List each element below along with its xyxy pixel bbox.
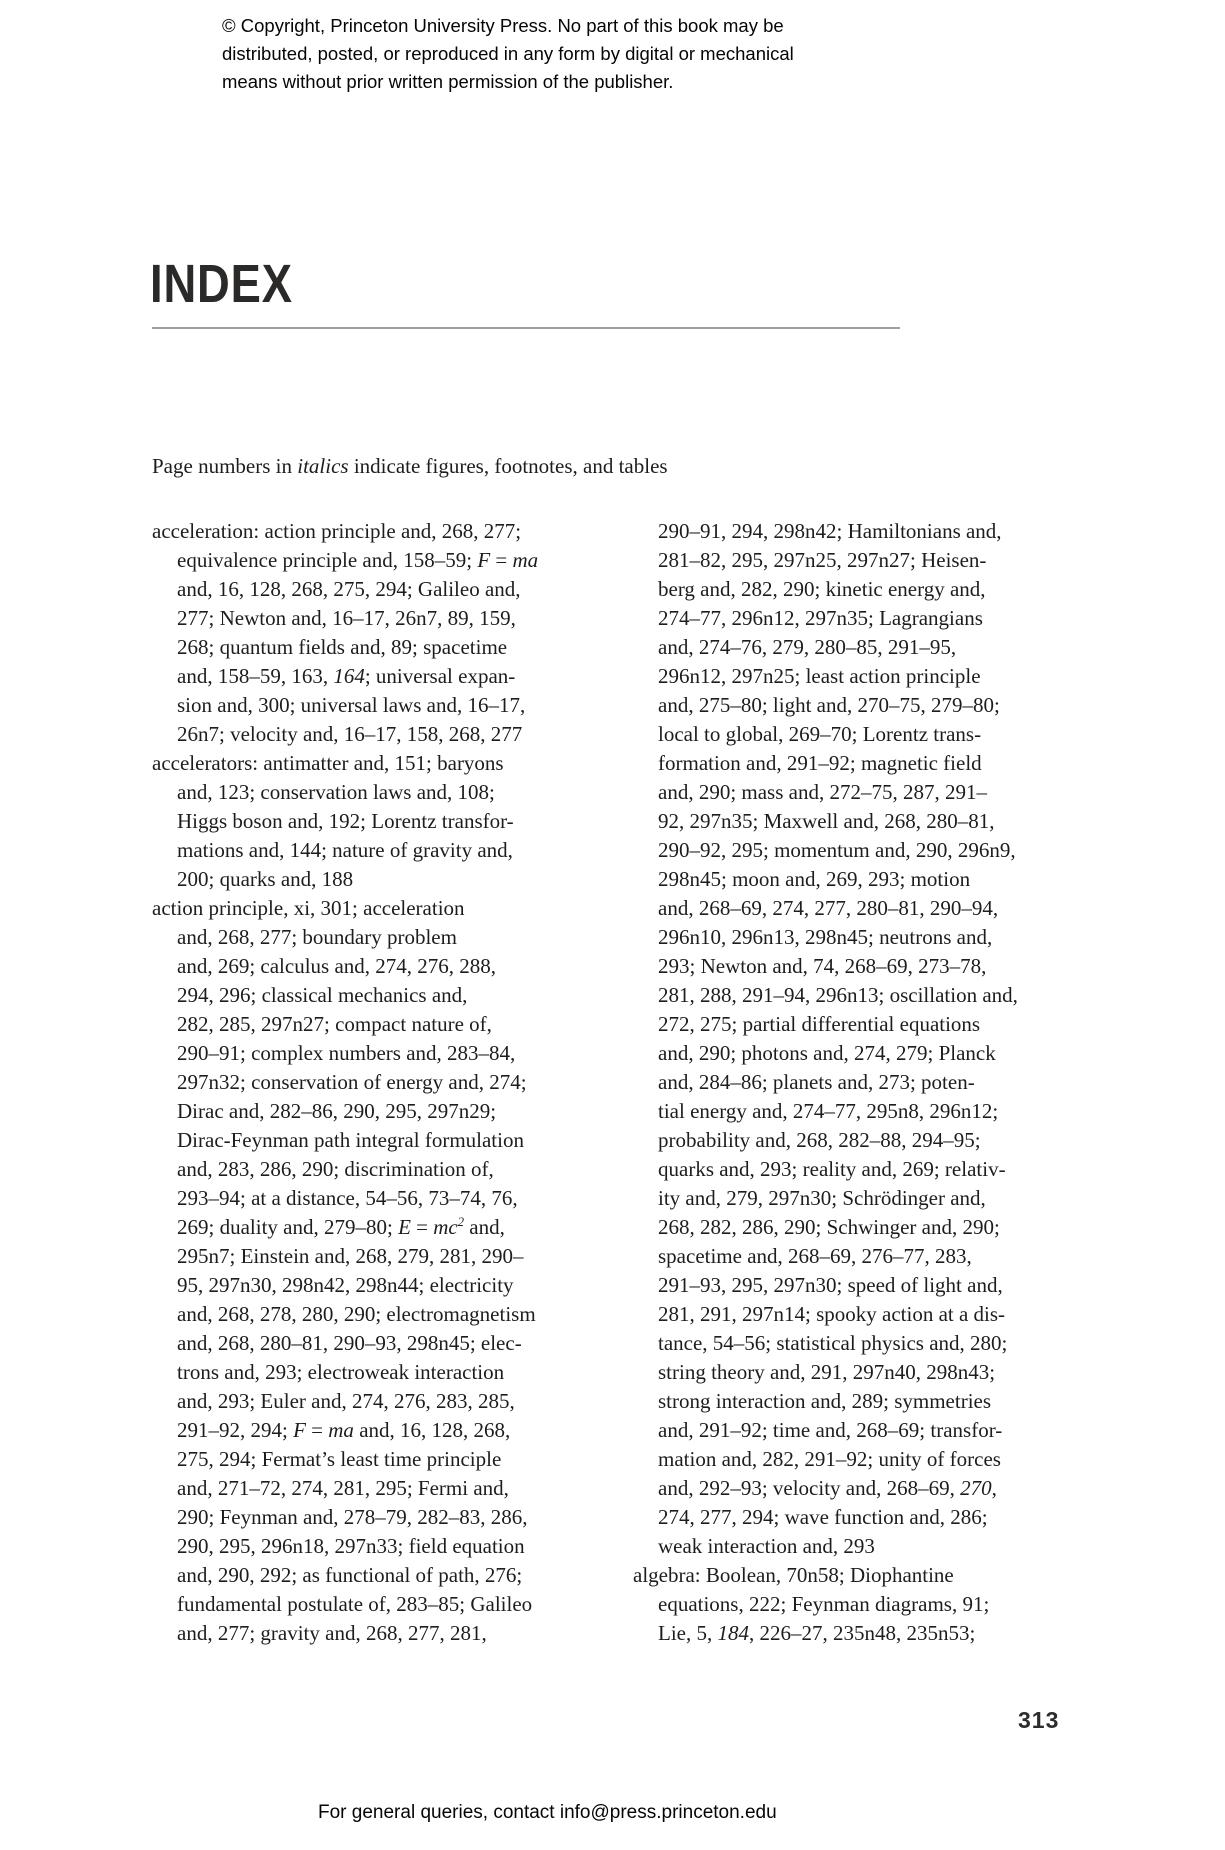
index-line: and, 269; calculus and, 274, 276, 288, [177,954,497,978]
index-line: 296n12, 297n25; least action principle [658,664,981,688]
index-line: and, 16, 128, 268, 275, 294; Galileo and, [177,577,521,601]
index-line: strong interaction and, 289; symmetries [658,1389,992,1413]
index-line: 295n7; Einstein and, 268, 279, 281, 290– [177,1244,524,1268]
index-line: equations, 222; Feynman diagrams, 91; [658,1592,990,1616]
index-line: 297n32; conservation of energy and, 274; [177,1070,527,1094]
index-line: 274–77, 296n12, 297n35; Lagrangians [658,606,983,630]
index-line: string theory and, 291, 297n40, 298n43; [658,1360,996,1384]
index-line: mations and, 144; nature of gravity and, [177,838,513,862]
page-number: 313 [1018,1707,1060,1733]
index-line: and, 274–76, 279, 280–85, 291–95, [658,635,957,659]
index-line: sion and, 300; universal laws and, 16–17, [177,693,526,717]
copyright-line-2: distributed, posted, or reproduced in any form by digital or mechanical [222,43,794,64]
index-line: and, 292–93; velocity and, 268–69, 270, [658,1476,997,1500]
index-line: and, 123; conservation laws and, 108; [177,780,495,804]
index-line: and, 268, 277; boundary problem [177,925,457,949]
index-line: 282, 285, 297n27; compact nature of, [177,1012,492,1036]
index-line: 294, 296; classical mechanics and, [177,983,468,1007]
copyright-line-1: © Copyright, Princeton University Press. No part of this book may be [222,15,784,36]
index-line: 293–94; at a distance, 54–56, 73–74, 76, [177,1186,518,1210]
index-line: 298n45; moon and, 269, 293; motion [658,867,971,891]
index-line: berg and, 282, 290; kinetic energy and, [658,577,986,601]
index-line: and, 268, 280–81, 290–93, 298n45; elec- [177,1331,522,1355]
index-line: and, 290; mass and, 272–75, 287, 291– [658,780,987,804]
copyright-notice [222,12,794,96]
index-line: and, 275–80; light and, 270–75, 279–80; [658,693,1000,717]
index-line: 293; Newton and, 74, 268–69, 273–78, [658,954,987,978]
copyright-line-3: means without prior written permission of the publisher. [222,71,674,92]
index-line: 269; duality and, 279–80; $E = mc^2$ and, [177,1215,505,1239]
index-line: 268; quantum fields and, 89; spacetime [177,635,508,659]
index-line: 290, 295, 296n18, 297n33; field equation [177,1534,525,1558]
index-line: and, 284–86; planets and, 273; poten- [658,1070,975,1094]
index-line: tance, 54–56; statistical physics and, 280; [658,1331,1008,1355]
index-line: 291–92, 294; F = ma and, 16, 128, 268, [177,1418,511,1442]
index-line: trons and, 293; electroweak interaction [177,1360,505,1384]
index-line: ity and, 279, 297n30; Schrödinger and, [658,1186,986,1210]
index-line: 290–92, 295; momentum and, 290, 296n9, [658,838,1016,862]
index-line: 268, 282, 286, 290; Schwinger and, 290; [658,1215,1000,1239]
index-line: equivalence principle and, 158–59; F = ma [177,548,539,572]
index-line: formation and, 291–92; magnetic field [658,751,982,775]
index-line: 277; Newton and, 16–17, 26n7, 89, 159, [177,606,516,630]
index-line: 290–91; complex numbers and, 283–84, [177,1041,516,1065]
italics-usage-note: Page numbers in italics indicate figures, footnotes, and tables [152,454,668,478]
index-line: and, 268–69, 274, 277, 280–81, 290–94, [658,896,999,920]
index-line: and, 293; Euler and, 274, 276, 283, 285, [177,1389,515,1413]
index-line: and, 290; photons and, 274, 279; Planck [658,1041,996,1065]
index-line: 272, 275; partial differential equations [658,1012,981,1036]
index-line: tial energy and, 274–77, 295n8, 296n12; [658,1099,999,1123]
index-line: mation and, 282, 291–92; unity of forces [658,1447,1001,1471]
index-line: and, 283, 286, 290; discrimination of, [177,1157,494,1181]
index-line: local to global, 269–70; Lorentz trans- [658,722,982,746]
index-line: 281, 291, 297n14; spooky action at a dis- [658,1302,1006,1326]
index-line: probability and, 268, 282–88, 294–95; [658,1128,981,1152]
index-column-left [152,517,650,1648]
index-line: 296n10, 296n13, 298n45; neutrons and, [658,925,993,949]
index-line: fundamental postulate of, 283–85; Galileo [177,1592,533,1616]
index-line: accelerators: antimatter and, 151; baryons [152,751,504,775]
page-title: INDEX [150,254,293,314]
index-line: weak interaction and, 293 [658,1534,875,1558]
index-line: and, 268, 278, 280, 290; electromagnetism [177,1302,536,1326]
footer-contact: For general queries, contact info@press.princeton.edu [318,1802,777,1823]
index-line: 281–82, 295, 297n25, 297n27; Heisen- [658,548,987,572]
index-line: 26n7; velocity and, 16–17, 158, 268, 277 [177,722,523,746]
index-line: spacetime and, 268–69, 276–77, 283, [658,1244,972,1268]
index-line: 290; Feynman and, 278–79, 282–83, 286, [177,1505,528,1529]
index-line: 200; quarks and, 188 [177,867,354,891]
index-line: and, 271–72, 274, 281, 295; Fermi and, [177,1476,509,1500]
index-line: and, 290, 292; as functional of path, 276; [177,1563,523,1587]
index-line: action principle, xi, 301; acceleration [152,896,465,920]
index-line: 291–93, 295, 297n30; speed of light and, [658,1273,1003,1297]
title-rule [152,327,900,329]
index-line: 274, 277, 294; wave function and, 286; [658,1505,988,1529]
index-line: quarks and, 293; reality and, 269; relativ- [658,1157,1006,1181]
index-column-right [633,517,1093,1648]
index-line: 290–91, 294, 298n42; Hamiltonians and, [658,519,1002,543]
index-line: and, 158–59, 163, 164; universal expan- [177,664,516,688]
index-line: Higgs boson and, 192; Lorentz transfor- [177,809,514,833]
index-line: 92, 297n35; Maxwell and, 268, 280–81, [658,809,995,833]
index-line: Lie, 5, 184, 226–27, 235n48, 235n53; [658,1621,976,1645]
index-line: and, 277; gravity and, 268, 277, 281, [177,1621,487,1645]
index-line: 275, 294; Fermat’s least time principle [177,1447,502,1471]
index-line: 281, 288, 291–94, 296n13; oscillation and, [658,983,1018,1007]
index-line: 95, 297n30, 298n42, 298n44; electricity [177,1273,514,1297]
index-line: Dirac and, 282–86, 290, 295, 297n29; [177,1099,497,1123]
index-line: Dirac-Feynman path integral formulation [177,1128,524,1152]
index-line: acceleration: action principle and, 268, 277; [152,519,522,543]
index-line: and, 291–92; time and, 268–69; transfor- [658,1418,1003,1442]
index-line: algebra: Boolean, 70n58; Diophantine [633,1563,954,1587]
